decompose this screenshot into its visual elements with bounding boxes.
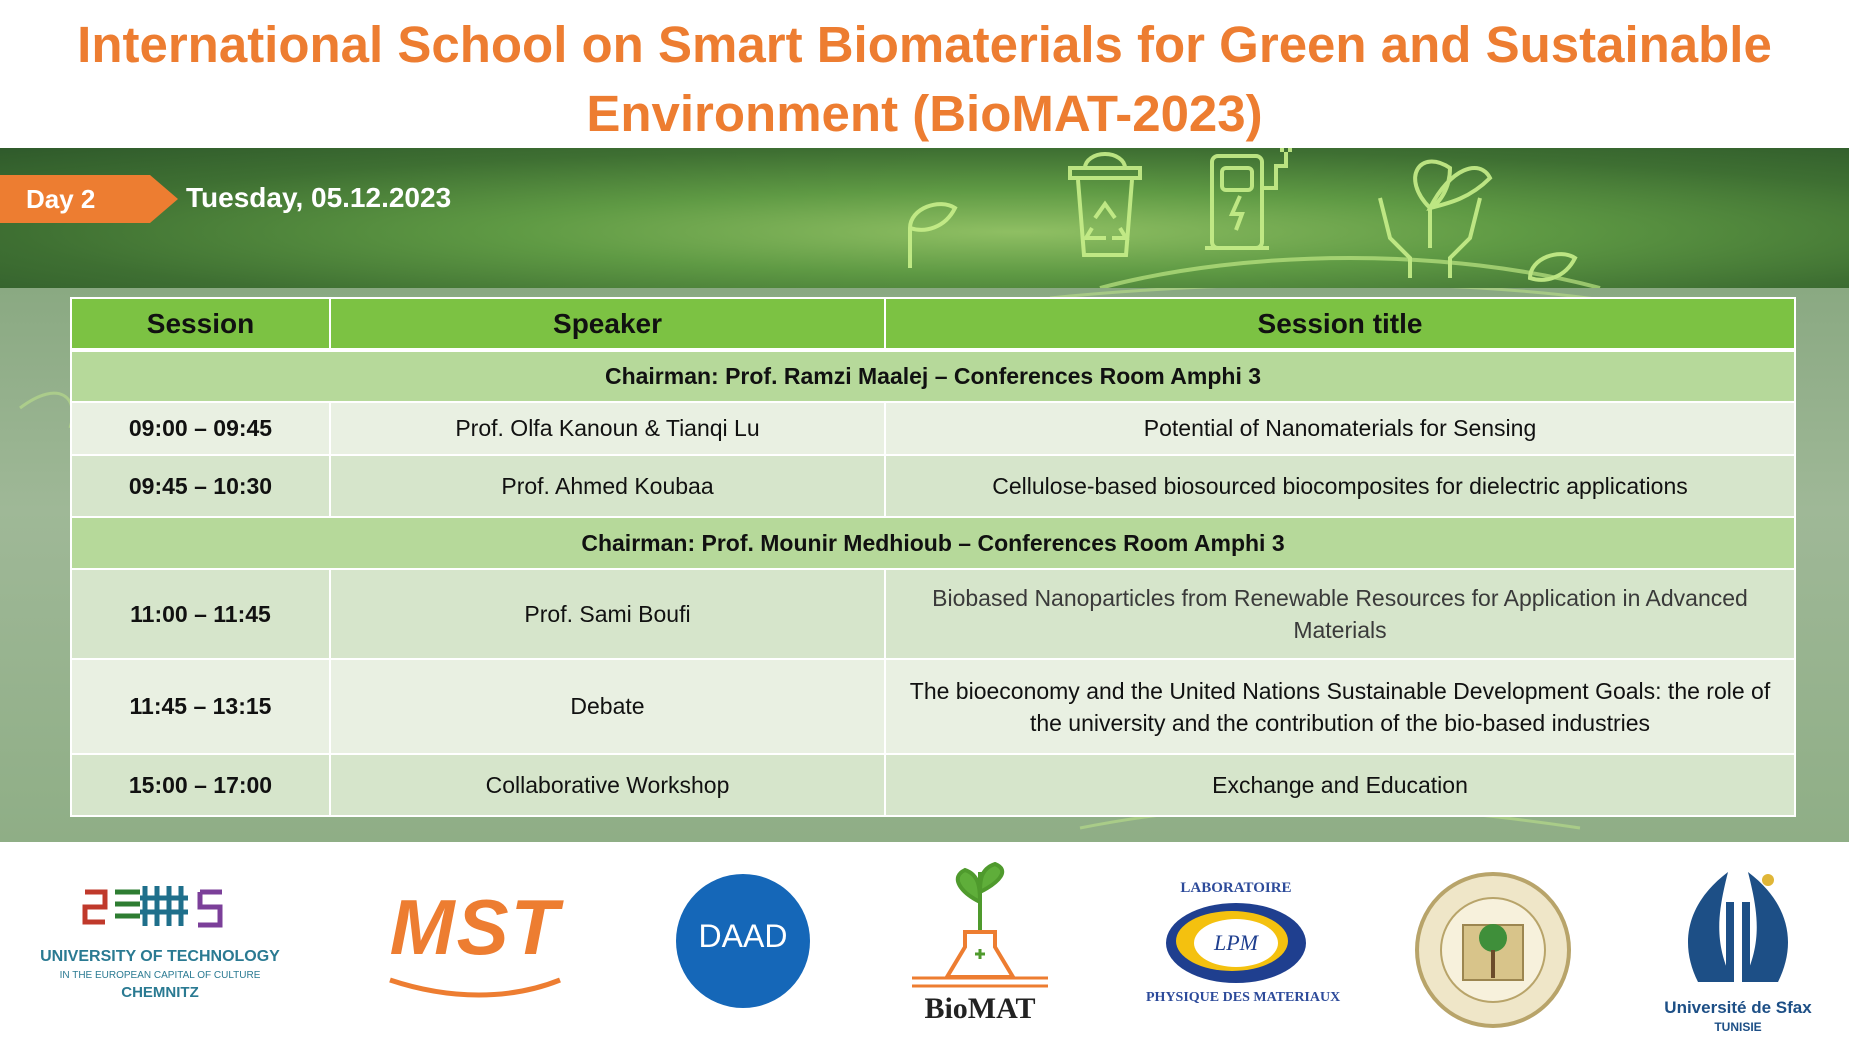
header-speaker: Speaker [330,298,885,350]
speaker: Prof. Olfa Kanoun & Tianqi Lu [330,402,885,455]
tuc-name: UNIVERSITY OF TECHNOLOGY [40,948,280,965]
chairman-row [71,350,1795,402]
lpm-logo [1146,880,1341,1010]
session-title: Biobased Nanoparticles from Renewable Resources for Application in Advanced Materials [885,569,1795,659]
daad-text: DAAD [698,918,788,954]
table-header-row [71,298,1795,350]
tuc-city: CHEMNITZ [121,984,199,1001]
session-time: 11:45 – 13:15 [71,659,330,754]
table-row [71,569,1795,659]
sfax-name: Université de Sfax [1664,998,1812,1017]
session-title: The bioeconomy and the United Nations Sustainable Development Goals: the role of the university and the contribution of the bio-based industries [885,659,1795,754]
recycle-bin-icon [1070,154,1140,255]
session-time: 09:45 – 10:30 [71,455,330,517]
table-row [71,455,1795,517]
session-title: Exchange and Education [885,754,1795,816]
page-title [0,0,1849,148]
session-time: 15:00 – 17:00 [71,754,330,816]
day-label: Day 2 [26,184,96,214]
tuc-subtitle: IN THE EUROPEAN CAPITAL OF CULTURE [59,970,261,981]
schedule-table [70,297,1796,817]
chairman-label: Chairman: Prof. Mounir Medhioub – Conferences Room Amphi 3 [71,517,1795,569]
lpm-top-text: LABORATOIRE [1180,880,1292,896]
lpm-bottom-text: PHYSIQUE DES MATERIAUX [1146,990,1341,1005]
table-row [71,754,1795,816]
chairman-row [71,517,1795,569]
title-line-1: International School on Smart Biomaterials for Green and Sustainable [77,16,1772,73]
mst-logo [370,882,580,1002]
session-time: 11:00 – 11:45 [71,569,330,659]
day-badge [0,175,178,223]
partner-logos [0,842,1849,1040]
session-title: Potential of Nanomaterials for Sensing [885,402,1795,455]
table-row [71,402,1795,455]
session-title: Cellulose-based biosourced biocomposites for dielectric applications [885,455,1795,517]
chairman-label: Chairman: Prof. Ramzi Maalej – Conferences Room Amphi 3 [71,350,1795,402]
header-session-title: Session title [885,298,1795,350]
session-time: 09:00 – 09:45 [71,402,330,455]
title-line-2: Environment (BioMAT-2023) [586,85,1263,142]
mst-text: MST [389,883,561,971]
universite-sfax-logo [1648,862,1828,1040]
daad-logo [676,874,810,1008]
speaker: Debate [330,659,885,754]
charging-station-icon [1205,148,1290,248]
table-row [71,659,1795,754]
tu-chemnitz-logo [40,842,280,1040]
faculty-seal-logo [1413,870,1573,1030]
lpm-mid-text: LPM [1214,930,1258,955]
biomat-logo [900,862,1060,1032]
speaker: Prof. Ahmed Koubaa [330,455,885,517]
header-session: Session [71,298,330,350]
date-label: Tuesday, 05.12.2023 [186,182,452,213]
sfax-country: TUNISIE [1714,1020,1762,1034]
biomat-text: BioMAT [924,992,1036,1025]
speaker: Collaborative Workshop [330,754,885,816]
speaker: Prof. Sami Boufi [330,569,885,659]
